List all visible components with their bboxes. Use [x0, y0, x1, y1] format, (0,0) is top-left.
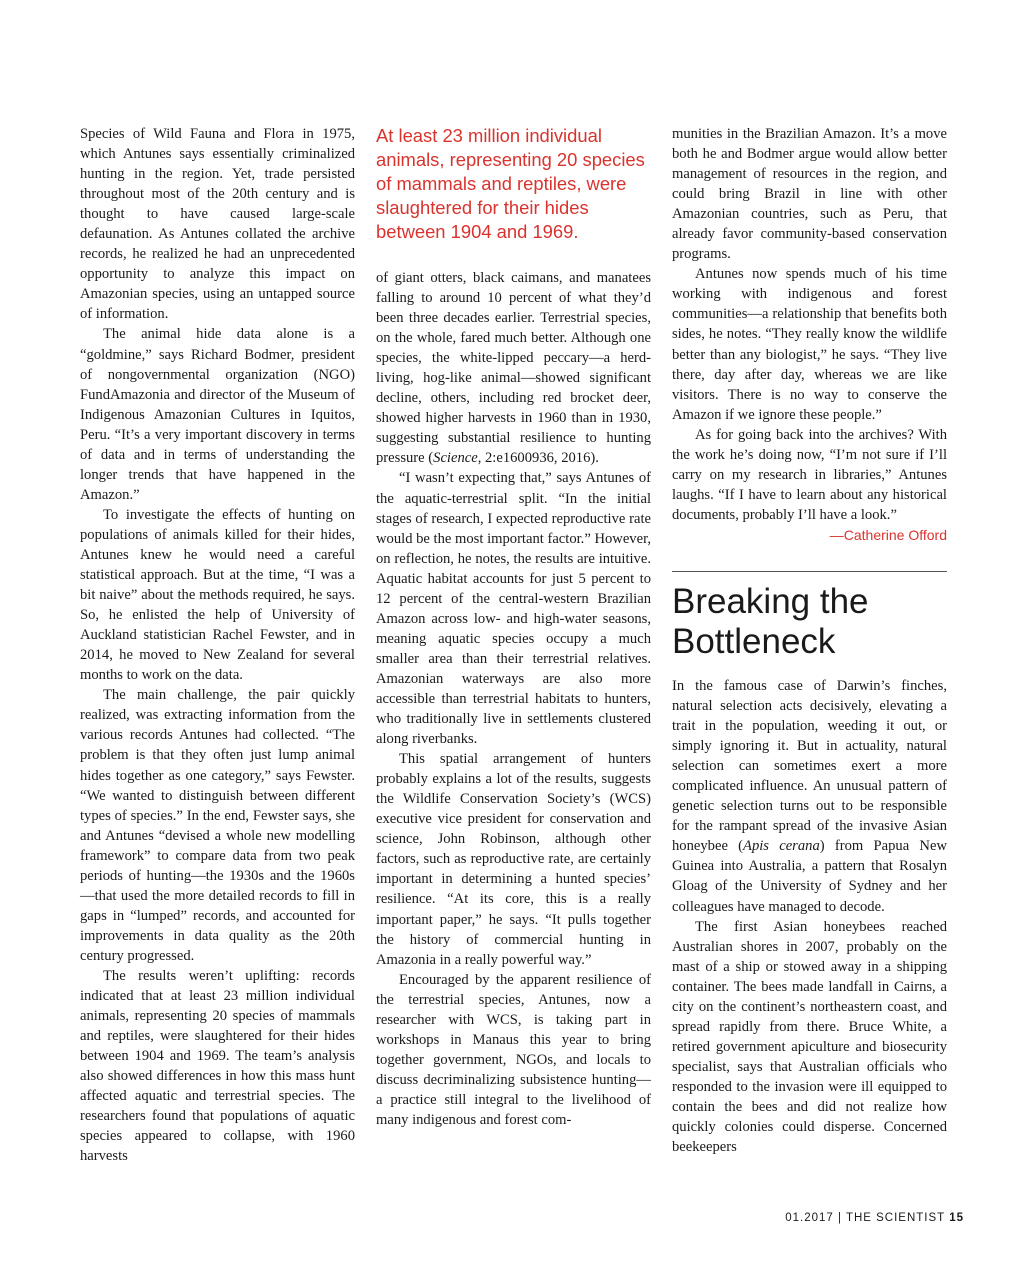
pull-quote: At least 23 million individual animals, representing 20 species of mammals and reptiles, were slaughtered for their hides between 1904 and 1969. — [376, 125, 645, 242]
paragraph: The animal hide data alone is a “goldmine,” says Richard Bodmer, president of nongovernmental organization (NGO) FundAmazonia and director of the Museum of Indigenous Amazonian Cultures in Iquitos, Peru. “It’s a very important discovery in terms of data and in terms of understanding the longer trends that have happened in the Amazon.” — [80, 326, 355, 503]
column-right — [672, 124, 947, 1157]
paragraph: The first Asian honeybees reached Australian shores in 2007, probably on the mast of a ship or stowed away in a shipping container. The bees made landfall in Cairns, a city on the continent’s northeastern coast, and spread rapidly from there. Bruce White, a retired government apiculture and biosecurity specialist, says that Australian officials who responded to the invasion were ill equipped to contain the bees and did not realize how quickly colonies could disperse. Concerned beekeepers — [672, 918, 947, 1156]
page-number: 15 — [949, 1212, 964, 1224]
paragraph: To investigate the effects of hunting on populations of animals killed for their hides, Antunes knew he would need a careful statistical approach. But at the time, “I was a bit naive” about the methods required, he says. So, he enlisted the help of University of Auckland statistician Rachel Fewster, and in 2014, he moved to New Zealand for several months to work on the data. — [80, 506, 355, 684]
column-middle — [376, 124, 651, 1130]
paragraph: The results weren’t uplifting: records indicated that at least 23 million individual animals, representing 20 species of mammals and reptiles, were slaughtered for their hides between 1904 and 1969. The team’s analysis also showed differences in how this mass hunt affected aquatic and terrestrial species. The researchers found that populations of aquatic species appeared to collapse, with 1960 harvests — [80, 967, 355, 1165]
issue-label: 01.2017 | THE SCIENTIST — [785, 1212, 945, 1224]
paragraph: Species of Wild Fauna and Flora in 1975, which Antunes says essentially criminalized hunting in the region. Yet, trade persisted throughout most of the 20th century and is thought to have caused large-scale defaunation. As Antunes collated the archive records, he realized he had an unprecedented opportunity to analyze this impact on Amazonian species, using an untapped source of information. — [80, 126, 355, 323]
species-name: Apis cerana — [743, 838, 820, 855]
journal-name: Science — [433, 450, 478, 467]
paragraph — [376, 268, 651, 468]
paragraph-text: ) from Papua New Guinea into Australia, a pattern that Rosalyn Gloag of the University of Sydney and her colleagues have managed to decode. — [672, 838, 947, 915]
paragraph: This spatial arrangement of hunters probably explains a lot of the results, suggests the Wildlife Conservation Society’s (WCS) executive vice president for conservation and science, John Robinson, although other factors, such as reproductive rate, are certainly important in determining a hunted species’ resilience. “At its core, this is a really important paper,” he says. “It pulls together the history of commercial hunting in Amazonia in a really powerful way.” — [376, 751, 651, 968]
paragraph-text: In the famous case of Darwin’s finches, natural selection acts decisively, elevating a trait in the population, weeding it out, or simply ignoring it. But in actuality, natural selection can sometimes exert a more complicated influence. An unusual pattern of genetic selection turns out to be responsible for the rampant spread of the invasive Asian honeybee ( — [672, 677, 947, 855]
page-footer — [785, 1212, 964, 1224]
paragraph: “I wasn’t expecting that,” says Antunes of the aquatic-terrestrial split. “In the initial stages of research, I expected reproductive rate would be the most important factor.” However, on reflection, he notes, the results are intuitive. Aquatic habitat accounts for just 5 percent to 12 percent of the central-western Brazilian Amazon across low- and high-water seasons, meaning aquatic species occupy a much smaller area than their terrestrial relatives. Amazonian waterways are also more accessible than terrestrial habitats to hunters, who traditionally live in settlements clustered along riverbanks. — [376, 470, 652, 748]
author-byline: —Catherine Offord — [829, 526, 947, 543]
paragraph — [672, 676, 947, 917]
paragraph: Encouraged by the apparent resilience of the terrestrial species, Antunes, now a researcher with WCS, is taking part in workshops in Manaus this year to bring together government, NGOs, and locals to discuss decriminalizing subsistence hunting—a practice still integral to the livelihood of many indigenous and forest com- — [376, 971, 651, 1128]
article-headline: Breaking the Bottleneck — [672, 581, 869, 661]
column-left — [80, 124, 355, 1166]
paragraph: Antunes now spends much of his time working with indigenous and forest communities—a relationship that benefits both sides, he notes. “They really know the wildlife better than any biologist,” he says. “They live there, day after day, whereas we are like visitors. There is no way to conserve the Amazon if we ignore these people.” — [672, 266, 947, 423]
paragraph: munities in the Brazilian Amazon. It’s a move both he and Bodmer argue would allow better management of resources in the region, and could bring Brazil in line with other Amazonian countries, such as Peru, that already favor community-based conservation programs. — [672, 126, 947, 263]
section-divider — [672, 571, 947, 572]
paragraph: The main challenge, the pair quickly realized, was extracting information from the various records Antunes had collected. “The problem is that they often just lump animal hides together as one category,” says Fewster. “We wanted to distinguish between different types of species.” In the end, Fewster says, she and Antunes “devised a whole new modelling framework” to compare data from two peak periods of hunting—the 1930s and the 1960s—that used the more detailed records to fill in gaps in “lumped” records, and accounted for improvements in data quality as the 20th century progressed. — [80, 687, 355, 964]
paragraph: As for going back into the archives? With the work he’s doing now, “I’m not sure if I’ll carry on my research in libraries,” Antunes laughs. “If I have to learn about any historical documents, probably I’ll have a look.” — [672, 426, 947, 523]
paragraph-text: of giant otters, black caimans, and manatees falling to around 10 percent of what they’d been three decades earlier. Terrestrial species, on the whole, fared much better. Although one species, the white-lipped peccary—a herd-living, hog-like animal—showed significant decline, others, including red brocket deer, showed higher harvests in 1960 than in 1930, suggesting substantial resilience to hunting pressure ( — [376, 270, 651, 467]
citation-tail: , 2:e1600936, 2016). — [477, 450, 599, 467]
